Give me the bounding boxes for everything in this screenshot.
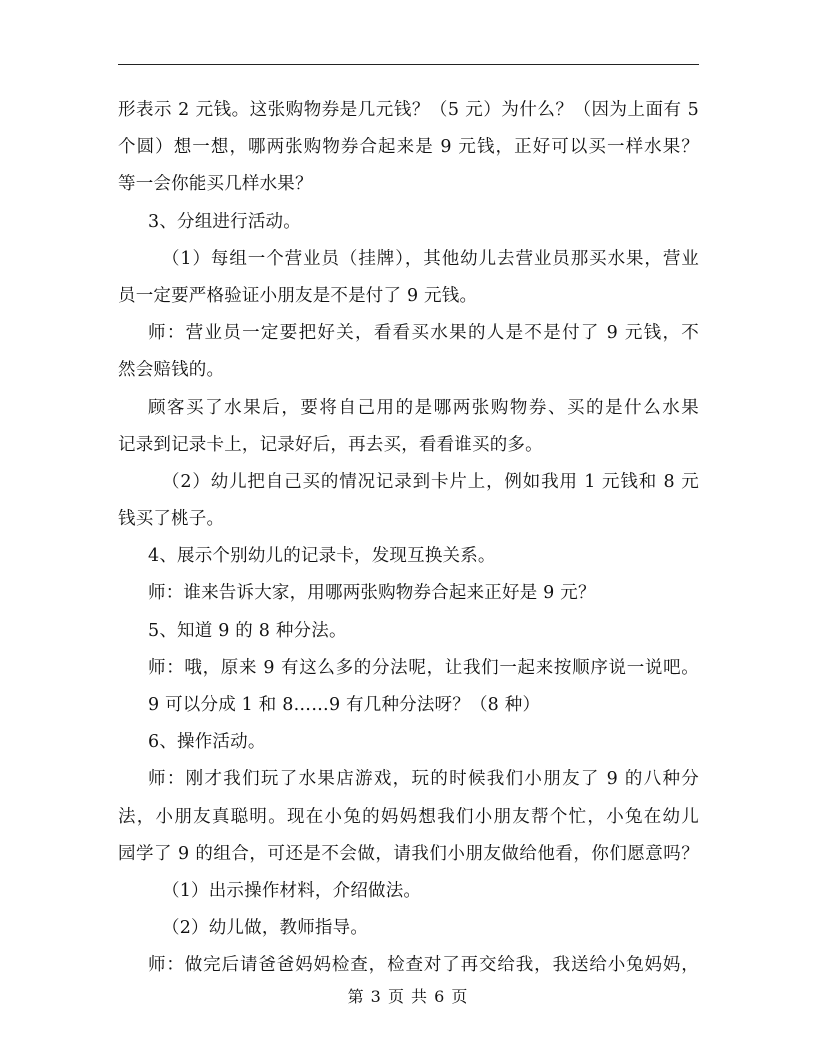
paragraph-line: 师：刚才我们玩了水果店游戏，玩的时候我们小朋友了 9 的八种分 (148, 769, 699, 790)
paragraph-line: 记录到记录卡上，记录好后，再去买，看看谁买的多。 (118, 434, 543, 455)
section-heading: 4、展示个别幼儿的记录卡，发现互换关系。 (148, 546, 496, 567)
document-body (118, 92, 699, 985)
paragraph-line: （1）出示操作材料，介绍做法。 (162, 880, 422, 901)
paragraph-line: 师：营业员一定要把好关，看看买水果的人是不是付了 9 元钱，不 (148, 323, 699, 344)
paragraph-line: 形表示 2 元钱。这张购物券是几元钱？（5 元）为什么？（因为上面有 5 (118, 100, 699, 120)
paragraph-line: 园学了 9 的组合，可还是不会做，请我们小朋友做给他看，你们愿意吗？ (118, 843, 699, 864)
header-rule (118, 64, 699, 65)
paragraph-line: 然会赔钱的。 (118, 360, 225, 381)
paragraph-line: （1）每组一个营业员（挂牌），其他幼儿去营业员那买水果，营业 (162, 248, 699, 269)
paragraph-line: （2）幼儿做，教师指导。 (162, 918, 369, 939)
paragraph-line: 钱买了桃子。 (118, 509, 225, 530)
paragraph-line: （2）幼儿把自己买的情况记录到卡片上，例如我用 1 元钱和 8 元 (162, 471, 699, 492)
page-indicator: 第 3 页 共 6 页 (347, 987, 469, 1006)
section-heading: 6、操作活动。 (148, 732, 266, 753)
paragraph-line: 师：谁来告诉大家，用哪两张购物券合起来正好是 9 元？ (148, 583, 596, 604)
paragraph-line: 9 可以分成 1 和 8……9 有几种分法呀？（8 种） (148, 695, 541, 715)
paragraph-line: 顾客买了水果后，要将自己用的是哪两张购物券、买的是什么水果 (148, 397, 699, 418)
section-heading: 3、分组进行活动。 (148, 211, 301, 232)
paragraph-line: 师：做完后请爸爸妈妈检查，检查对了再交给我，我送给小兔妈妈， (148, 955, 699, 976)
paragraph-line: 个圆）想一想，哪两张购物券合起来是 9 元钱，正好可以买一样水果？ (118, 137, 699, 158)
paragraph-line: 师：哦，原来 9 有这么多的分法呢，让我们一起来按顺序说一说吧。 (148, 657, 699, 678)
section-heading: 5、知道 9 的 8 种分法。 (148, 620, 347, 641)
paragraph-line: 法，小朋友真聪明。现在小兔的妈妈想我们小朋友帮个忙，小兔在幼儿 (118, 806, 699, 827)
paragraph-line: 等一会你能买几样水果？ (118, 174, 313, 195)
paragraph-line: 员一定要严格验证小朋友是不是付了 9 元钱。 (118, 285, 478, 306)
